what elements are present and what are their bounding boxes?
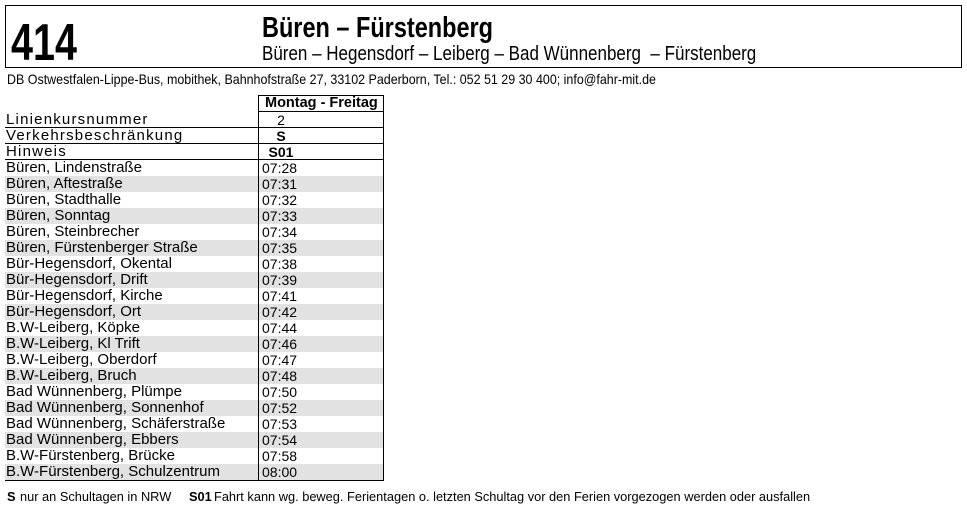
stop-row bbox=[5, 320, 384, 336]
stop-name: Büren, Stadthalle bbox=[6, 191, 122, 208]
stop-row bbox=[5, 448, 384, 464]
trip-number-value: 2 bbox=[277, 112, 285, 128]
departure-time: 07:41 bbox=[262, 288, 298, 304]
stop-row bbox=[5, 192, 384, 208]
column-divider bbox=[258, 95, 259, 481]
stop-row bbox=[5, 208, 384, 224]
stop-name: Bür-Hegensdorf, Drift bbox=[6, 271, 148, 288]
footnote-text: Fahrt kann wg. beweg. Ferientagen o. letzten Schultag vor den Ferien vorgezogen werden oder ausfallen bbox=[214, 489, 811, 504]
departure-time: 07:42 bbox=[262, 304, 298, 320]
departure-time: 07:34 bbox=[262, 224, 298, 240]
stop-row bbox=[5, 416, 384, 432]
stop-name: Bad Wünnenberg, Plümpe bbox=[6, 383, 182, 400]
note-label: Hinweis bbox=[6, 143, 67, 160]
departure-time: 07:50 bbox=[262, 384, 298, 400]
departure-time: 07:33 bbox=[262, 208, 298, 224]
stop-name: Büren, Fürstenberger Straße bbox=[6, 239, 198, 256]
stop-name: Büren, Aftestraße bbox=[6, 175, 123, 192]
restriction-value: S bbox=[276, 128, 286, 144]
stop-name: Bad Wünnenberg, Sonnenhof bbox=[6, 399, 204, 416]
operator-contact-line: DB Ostwestfalen-Lippe-Bus, mobithek, Bahnhofstraße 27, 33102 Paderborn, Tel.: 052 51 29 30 400; info@fahr-mit.de bbox=[7, 71, 656, 87]
day-type-label: Montag - Freitag bbox=[265, 95, 378, 111]
stop-name: B.W-Leiberg, Bruch bbox=[6, 367, 137, 384]
footnote-text: nur an Schultagen in NRW bbox=[20, 489, 172, 504]
stop-row bbox=[5, 256, 384, 272]
stop-name: B.W-Fürstenberg, Schulzentrum bbox=[6, 463, 220, 480]
departure-time: 07:35 bbox=[262, 240, 298, 256]
stop-name: Bad Wünnenberg, Ebbers bbox=[6, 431, 179, 448]
stop-name: Büren, Steinbrecher bbox=[6, 223, 140, 240]
route-title: Büren – Fürstenberg bbox=[262, 12, 494, 44]
restriction-label: Verkehrsbeschränkung bbox=[6, 127, 184, 144]
route-via-stops: Büren – Hegensdorf – Leiberg – Bad Wünnenberg – Fürstenberg bbox=[262, 43, 757, 65]
stop-name: Büren, Lindenstraße bbox=[6, 159, 142, 176]
stop-row bbox=[5, 272, 384, 288]
stop-row bbox=[5, 176, 384, 192]
restriction-row bbox=[5, 128, 384, 144]
departure-time: 07:39 bbox=[262, 272, 298, 288]
stop-name: Bad Wünnenberg, Schäferstraße bbox=[6, 415, 226, 432]
stop-name: Bür-Hegensdorf, Ort bbox=[6, 303, 142, 320]
stop-row bbox=[5, 336, 384, 352]
stop-row bbox=[5, 240, 384, 256]
stop-row bbox=[5, 432, 384, 448]
stop-name: Bür-Hegensdorf, Kirche bbox=[6, 287, 163, 304]
day-type-header bbox=[258, 95, 384, 112]
departure-time: 07:48 bbox=[262, 368, 298, 384]
stop-row bbox=[5, 464, 384, 480]
stop-name: B.W-Fürstenberg, Brücke bbox=[6, 447, 175, 464]
route-number: 414 bbox=[11, 14, 77, 72]
departure-time: 07:53 bbox=[262, 416, 298, 432]
footnote-code: S01 bbox=[189, 489, 212, 504]
column-divider bbox=[383, 95, 384, 481]
stop-row bbox=[5, 400, 384, 416]
stop-name: Büren, Sonntag bbox=[6, 207, 111, 224]
stop-name: B.W-Leiberg, Oberdorf bbox=[6, 351, 157, 368]
note-value: S01 bbox=[268, 144, 294, 160]
trip-number-row bbox=[5, 112, 384, 128]
stop-name: B.W-Leiberg, Köpke bbox=[6, 319, 140, 336]
departure-time: 07:47 bbox=[262, 352, 298, 368]
departure-time: 07:44 bbox=[262, 320, 298, 336]
footnote-code: S bbox=[7, 489, 16, 504]
departure-time: 07:58 bbox=[262, 448, 298, 464]
stop-name: B.W-Leiberg, Kl Trift bbox=[6, 335, 140, 352]
departure-time: 07:38 bbox=[262, 256, 298, 272]
departure-time: 07:32 bbox=[262, 192, 298, 208]
departure-time: 07:54 bbox=[262, 432, 298, 448]
note-row bbox=[5, 144, 384, 160]
stop-name: Bür-Hegensdorf, Okental bbox=[6, 255, 172, 272]
departure-time: 08:00 bbox=[262, 464, 298, 480]
stop-row bbox=[5, 288, 384, 304]
stop-row bbox=[5, 384, 384, 400]
trip-number-label: Linienkursnummer bbox=[6, 111, 149, 128]
departure-time: 07:31 bbox=[262, 176, 298, 192]
stop-row bbox=[5, 160, 384, 176]
departure-time: 07:28 bbox=[262, 160, 298, 176]
departure-time: 07:52 bbox=[262, 400, 298, 416]
table-bottom-rule bbox=[5, 480, 384, 481]
stop-row bbox=[5, 368, 384, 384]
stop-row bbox=[5, 224, 384, 240]
stop-row bbox=[5, 352, 384, 368]
departure-time: 07:46 bbox=[262, 336, 298, 352]
stop-row bbox=[5, 304, 384, 320]
